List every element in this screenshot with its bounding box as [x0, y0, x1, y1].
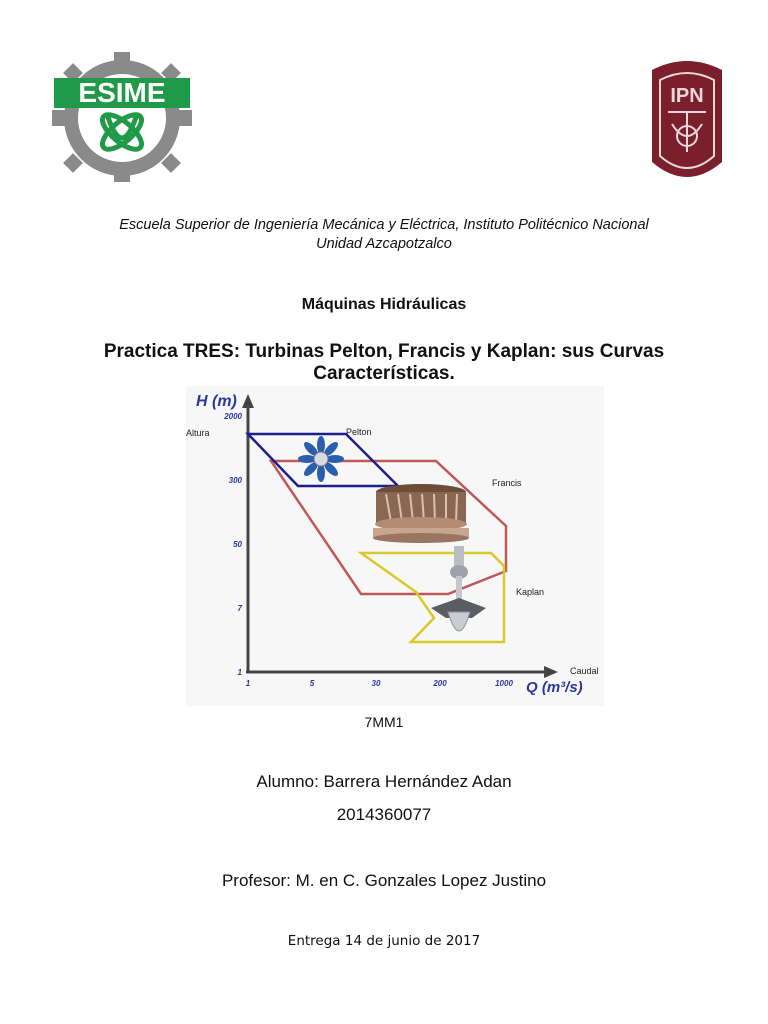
esime-logo-text: ESIME — [78, 77, 166, 108]
subject-title: Máquinas Hidráulicas — [301, 296, 467, 313]
x-tick-label: 200 — [433, 679, 447, 688]
practice-title-line-1: Practica TRES: Turbinas Pelton, Francis y Kaplan: sus Curvas — [103, 341, 665, 362]
x-tick-label: 1 — [245, 679, 251, 688]
y-axis-label: H (m) — [196, 393, 237, 410]
institution-line-2: Unidad Azcapotzalco — [316, 236, 452, 252]
practice-title — [70, 341, 698, 385]
x-axis-label: Q (m³/s) — [526, 679, 583, 696]
esime-logo — [52, 52, 192, 182]
ipn-logo-text: IPN — [670, 85, 704, 107]
y-tick-label: 300 — [228, 476, 242, 485]
student-name: Alumno: Barrera Hernández Adan — [256, 772, 512, 791]
y-tick-label: 1 — [237, 668, 242, 677]
y-tick-label: 2000 — [224, 412, 242, 421]
x-tick-label: 30 — [371, 679, 381, 688]
label-kaplan: Kaplan — [516, 587, 545, 597]
y-axis-title: Altura — [186, 428, 210, 438]
x-axis-title: Caudal — [570, 666, 599, 676]
institution-name — [0, 216, 768, 254]
x-tick-label: 1000 — [495, 679, 513, 688]
professor-name: Profesor: M. en C. Gonzales Lopez Justino — [221, 871, 547, 890]
francis-runner-icon — [373, 484, 469, 543]
group-code: 7MM1 — [364, 714, 404, 730]
pelton-wheel-icon — [298, 436, 344, 482]
y-tick-label: 50 — [233, 540, 242, 549]
label-pelton: Pelton — [346, 427, 372, 437]
x-tick-label: 5 — [309, 679, 315, 688]
label-francis: Francis — [492, 478, 522, 488]
turbine-chart — [186, 386, 604, 706]
institution-line-1: Escuela Superior de Ingeniería Mecánica y Eléctrica, Instituto Politécnico Nacional — [119, 217, 649, 233]
y-tick-label: 7 — [237, 604, 242, 613]
practice-title-line-2: Características. — [313, 363, 455, 384]
student-id: 2014360077 — [336, 805, 432, 824]
ipn-logo — [642, 52, 732, 192]
delivery-date: Entrega 14 de junio de 2017 — [287, 933, 481, 949]
